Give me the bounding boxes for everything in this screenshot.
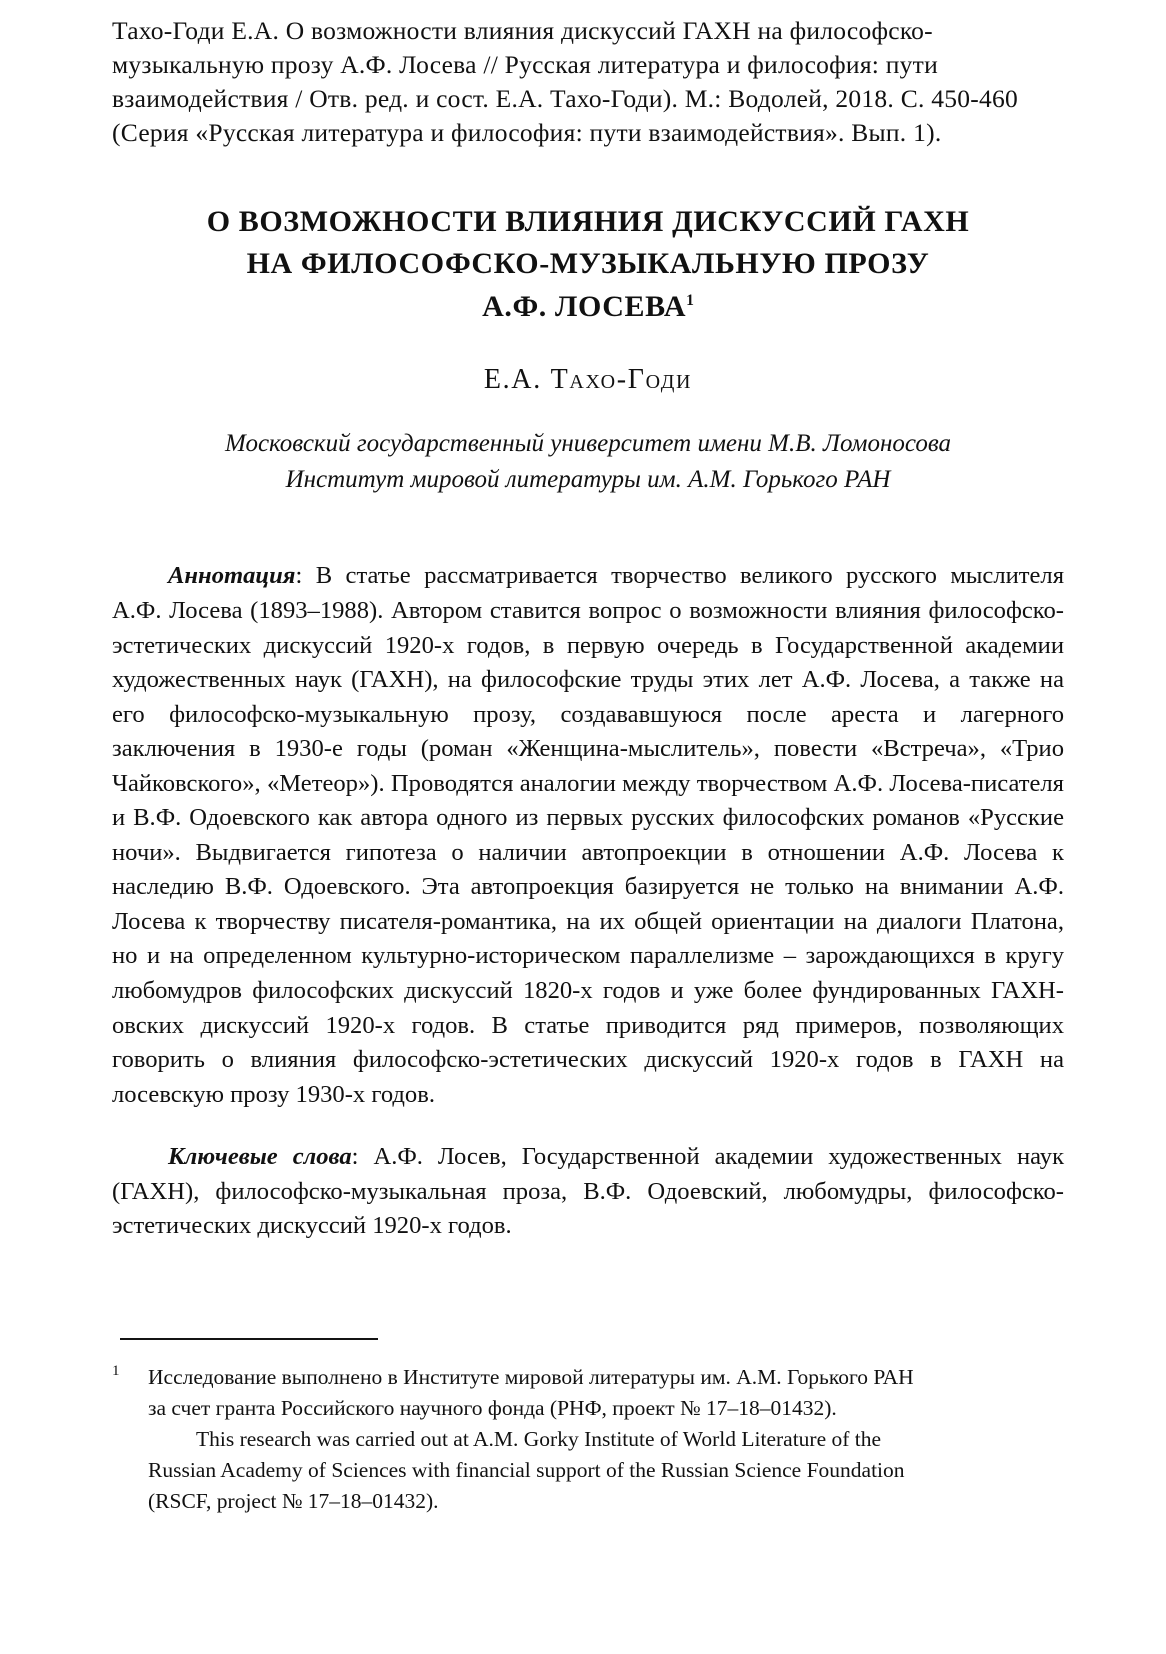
- affiliation-line-2: Институт мировой литературы им. А.М. Горького РАН: [285, 465, 891, 493]
- footnote-line: [112, 1424, 1064, 1455]
- footnote-marker: 1: [112, 1363, 120, 1379]
- abstract-text: В статье рассматривается творчество великого русского мыслителя А.Ф. Лосева (1893–1988). Автором ставится вопрос о возможности влияния философско-эстетических дискуссий 1920-х годов, в первую очередь в Государственной академии художественных наук (ГАХН), на философские труды этих лет А.Ф. Лосева, а также на его философско-музыкальную прозу, создававшуюся после ареста и лагерного заключения в 1930-е годы (роман «Женщина-мыслитель», повести «Встреча», «Трио Чайковского», «Метеор»). Проводятся аналогии между творчеством А.Ф. Лосева-писателя и В.Ф. Одоевского как автора одного из первых русских философских романов «Русские ночи». Выдвигается гипотеза о наличии автопроекции в отношении А.Ф. Лосева к наследию В.Ф. Одоевского. Эта автопроекция базируется не только на внимании А.Ф. Лосева к творчеству писателя-романтика, на их общей ориентации на диалоги Платона, но и на определенном культурно-историческом параллелизме – зарождающихся в кругу любомудров философских дискуссий 1820-х годов и уже более фундированных ГАХН-овских дискуссий 1920-х годов. В статье приводится ряд примеров, позволяющих говорить о влияния философско-эстетических дискуссий 1920-х годов в ГАХН на лосевскую прозу 1930-х годов.: [112, 562, 1065, 1108]
- page-content: [112, 0, 1064, 1268]
- abstract-label: Аннотация: [168, 562, 296, 590]
- footnote-area: [112, 1338, 1064, 1517]
- abstract-paragraph: [112, 559, 1064, 1112]
- title-line-2: НА ФИЛОСОФСКО-МУЗЫКАЛЬНУЮ ПРОЗУ: [246, 247, 930, 281]
- citation-line: взаимодействия / Отв. ред. и сост. Е.А. Тахо-Годи). М.: Водолей, 2018. С. 450-460: [112, 84, 1018, 114]
- keywords-text: А.Ф. Лосев, Государственной академии художественных наук (ГАХН), философско-музыкальная проза, В.Ф. Одоевский, любомудры, философско-эстетических дискуссий 1920-х годов.: [112, 1143, 1065, 1240]
- footnote-en-line-3: (RSCF, project № 17–18–01432).: [148, 1488, 439, 1513]
- title-footnote-marker: 1: [686, 291, 694, 309]
- citation-header: [112, 14, 1064, 151]
- title-line-1: О ВОЗМОЖНОСТИ ВЛИЯНИЯ ДИСКУССИЙ ГАХН: [206, 204, 970, 238]
- keywords-separator: :: [351, 1143, 374, 1171]
- footnote-ru-line-1: Исследование выполнено в Институте мировой литературы им. А.М. Горького РАН: [148, 1365, 914, 1389]
- article-title: [112, 201, 1064, 329]
- title-line-3-text: А.Ф. ЛОСЕВА: [482, 289, 687, 323]
- citation-line: музыкальную прозу А.Ф. Лосева // Русская литература и философия: пути: [112, 50, 938, 80]
- keywords-paragraph: [112, 1140, 1064, 1244]
- keywords-label: Ключевые слова: [168, 1143, 352, 1171]
- affiliation-block: [112, 426, 1064, 497]
- footnote-line: [112, 1486, 1064, 1517]
- footnote-ru-line-2: за счет гранта Российского научного фонда (РНФ, проект № 17–18–01432).: [148, 1395, 837, 1420]
- citation-line: (Серия «Русская литература и философия: пути взаимодействия». Вып. 1).: [112, 118, 942, 148]
- affiliation-line-1: Московский государственный университет имени М.В. Ломоносова: [224, 430, 951, 458]
- footnote-en-line-1: This research was carried out at A.M. Gorky Institute of World Literature of the: [196, 1426, 882, 1451]
- title-line-3: [112, 286, 1064, 329]
- footnote-block: [112, 1362, 1064, 1517]
- footnote-line: [112, 1455, 1064, 1486]
- footnote-line: [112, 1393, 1064, 1424]
- footnote-line: [112, 1362, 1064, 1393]
- abstract-separator: :: [295, 562, 316, 590]
- citation-line: Тахо-Годи Е.А. О возможности влияния дискуссий ГАХН на философско-: [112, 16, 933, 45]
- author-name: Е.А. Тахо-Годи: [483, 364, 693, 396]
- footnote-separator-rule: [120, 1338, 378, 1340]
- footnote-en-line-2: Russian Academy of Sciences with financial support of the Russian Science Foundation: [148, 1457, 905, 1482]
